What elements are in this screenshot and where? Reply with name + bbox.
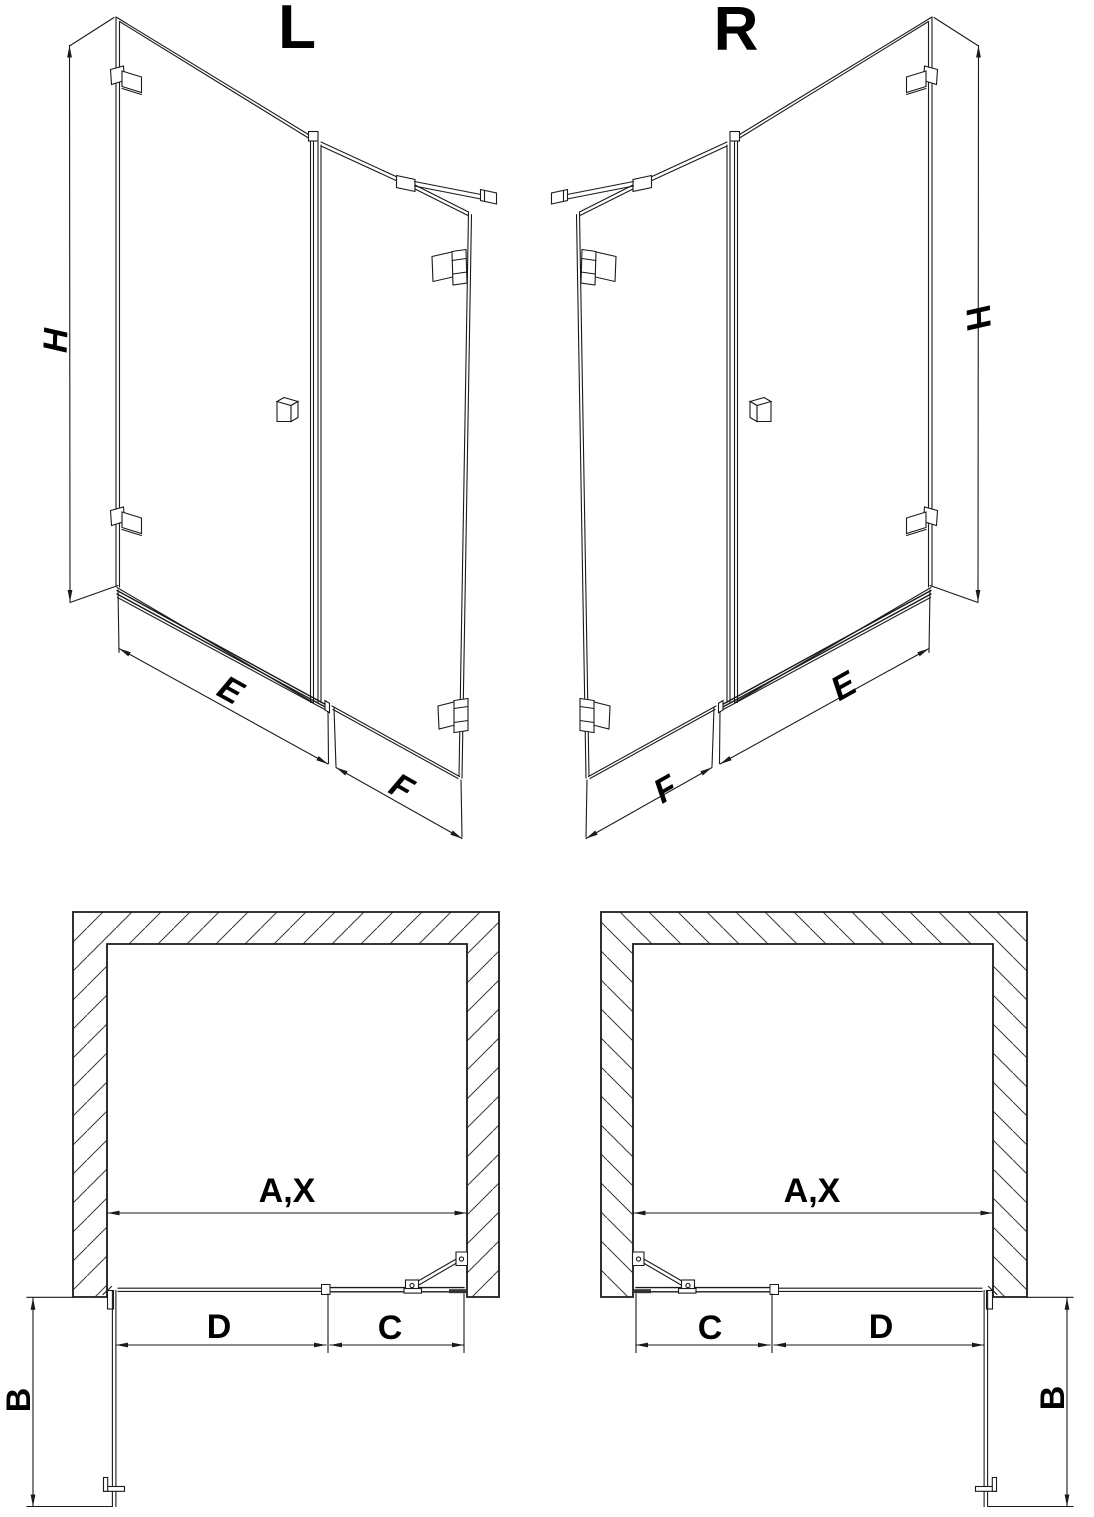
dim-label-door-width-left: E [211,668,250,713]
dim-label-door-right: D [868,1308,894,1346]
dim-label-height-left: H [36,327,76,354]
view-title-right: R [713,0,759,64]
dim-label-door-open-depth-left: B [0,1387,38,1413]
dim-label-fixed-panel-left: C [377,1309,403,1347]
elevation-view-right [552,17,979,839]
dim-label-door-width-right: E [824,664,863,709]
dim-label-height-right: H [958,305,998,332]
dim-label-opening-width-left: A,X [258,1172,316,1210]
dim-label-panel-width-left: F [383,765,420,810]
dim-label-door-open-depth-right: B [1034,1385,1072,1411]
dim-label-opening-width-right: A,X [783,1172,841,1210]
elevation-view-left [70,17,497,839]
view-title-left: L [278,0,316,62]
dim-label-panel-width-right: F [647,767,684,812]
dim-label-fixed-panel-right: C [697,1309,723,1347]
dim-label-door-left: D [206,1308,232,1346]
